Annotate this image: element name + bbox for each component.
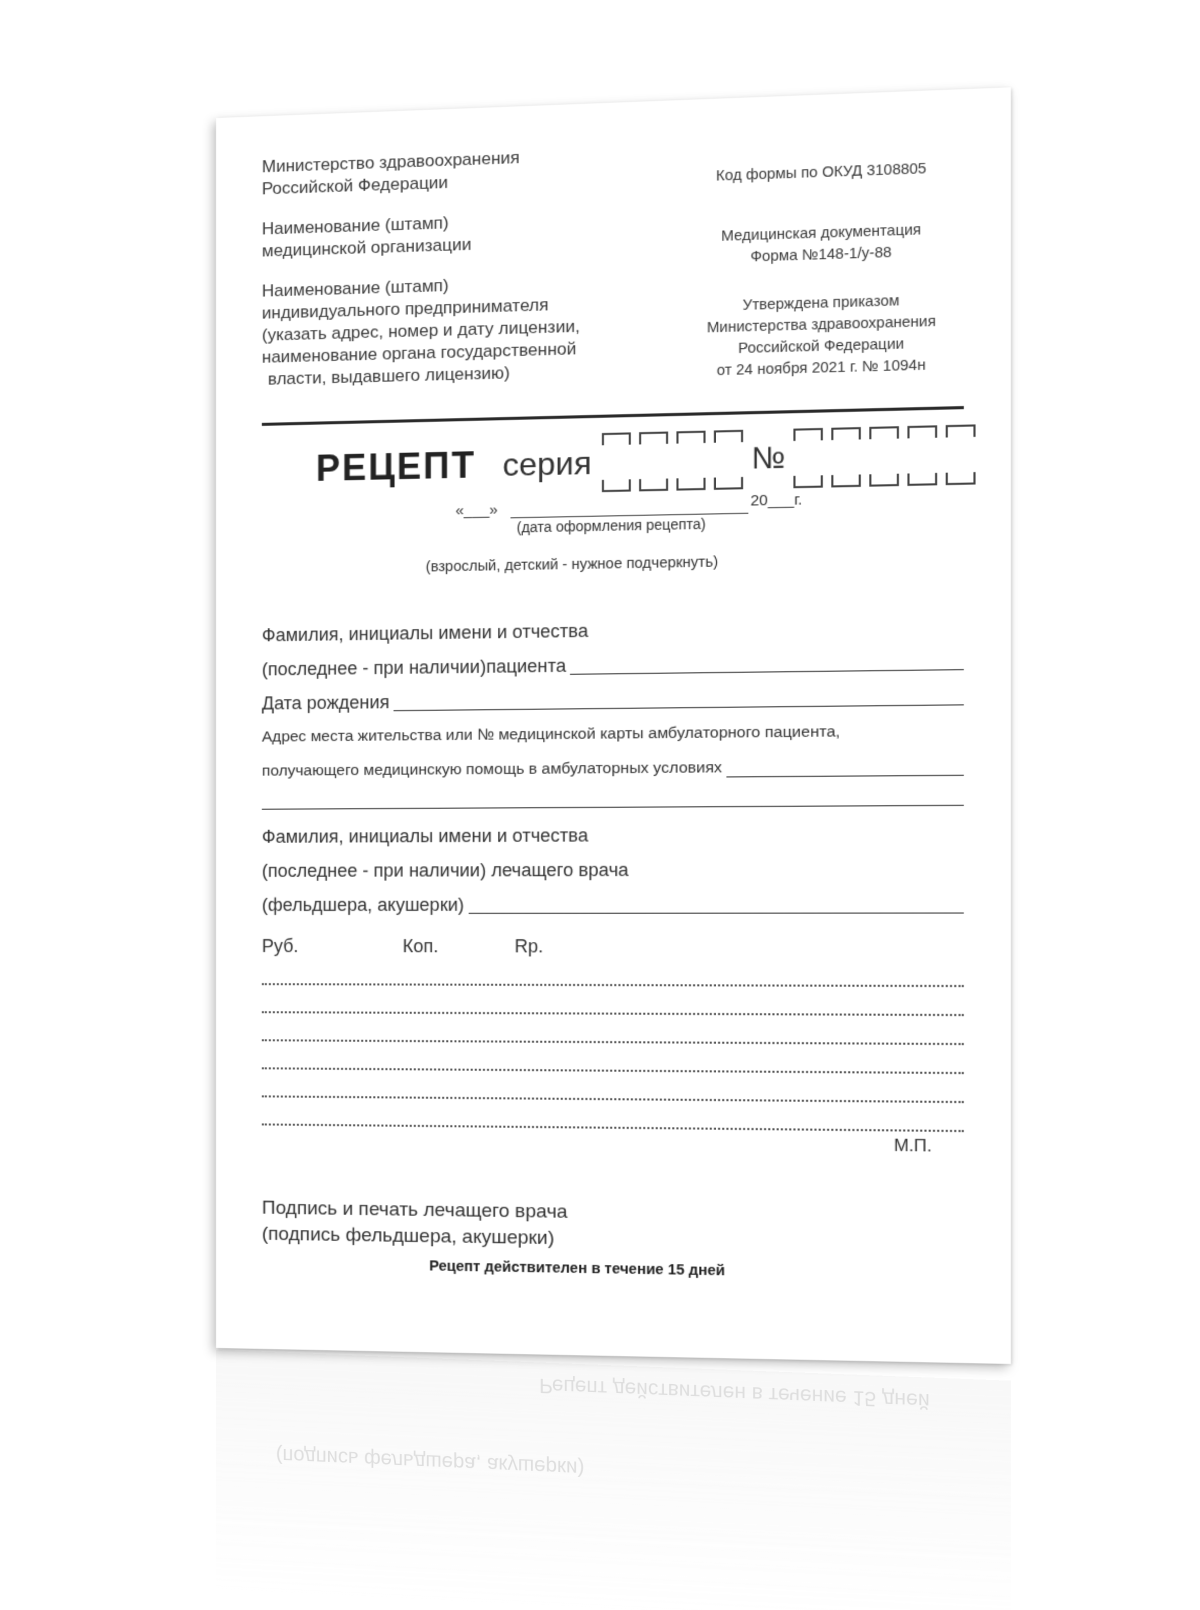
number-boxes [794, 424, 976, 488]
doctor-section [262, 816, 964, 922]
doctor-name-label: Фамилия, инициалы имени и отчества [261, 825, 589, 847]
payment-row [262, 936, 964, 958]
prescription-line [262, 1097, 964, 1132]
ip-stamp-line: индивидуального предпринимателя [261, 295, 549, 323]
address-label: Адрес места жительства или № медицинской карты амбулаторного пациента, [261, 723, 841, 746]
signature-block [262, 1196, 964, 1259]
signature-line: Подпись и печать лечащего врача [261, 1197, 568, 1223]
org-stamp-line: медицинской организации [261, 234, 472, 261]
ministry-line: Российской Федерации [261, 172, 449, 199]
series-boxes [602, 430, 743, 492]
approval-block [680, 289, 964, 383]
doctor-role-field: (фельдшера, акушерки) [262, 887, 964, 922]
med-doc-block [680, 219, 964, 271]
patient-name-label: Фамилия, инициалы имени и отчества [261, 620, 589, 646]
form-title: РЕЦЕПТ [315, 444, 476, 489]
date-day: «___» [455, 501, 498, 520]
org-stamp-block [262, 206, 638, 263]
address-field: получающего медицинскую помощь в амбулаторных условиях [262, 749, 964, 789]
prescription-line [262, 957, 964, 987]
title-row [262, 417, 964, 506]
prescription-line [262, 1013, 964, 1045]
approval-line: Российской Федерации [738, 336, 905, 358]
ip-stamp-line: наименование органа государственной [261, 339, 577, 367]
stamp-place: М.П. [893, 1135, 932, 1156]
ip-stamp-line: Наименование (штамп) [261, 275, 449, 301]
patient-name-field: (последнее - при наличии)пациента [262, 643, 964, 686]
ip-stamp-line: власти, выдавшего лицензию) [267, 363, 510, 389]
rp-label: Rp. [514, 936, 544, 957]
reflection-signature: (подпись фельдшера, акушерки) [275, 1443, 585, 1480]
org-stamp-line: Наименование (штамп) [261, 213, 449, 239]
approval-line: Утверждена приказом [742, 292, 900, 314]
med-doc-line: Медицинская документация [721, 222, 922, 245]
doctor-name-field: (последнее - при наличии) лечащего врача [262, 851, 964, 888]
approval-line: от 24 ноября 2021 г. № 1094н [716, 357, 926, 380]
ministry-block [262, 143, 638, 201]
okud-code: Код формы по ОКУД 3108805 [716, 160, 927, 185]
date-caption: (дата оформления рецепта) [516, 515, 706, 536]
patient-section [262, 608, 964, 810]
prescription-lines [262, 957, 964, 1132]
number-sign: № [751, 441, 786, 476]
approval-line: Министерства здравоохранения [706, 313, 936, 337]
header-left [262, 143, 638, 409]
rub-label: Руб. [261, 936, 299, 957]
prescription-form [216, 87, 1011, 1364]
ip-stamp-block [262, 269, 638, 391]
birth-date-field: Дата рождения [262, 678, 964, 720]
ministry-line: Министерство здравоохранения [261, 147, 520, 177]
sheet-reflection [216, 1350, 1011, 1610]
form-header [262, 131, 964, 409]
ip-stamp-line: (указать адрес, номер и дату лицензии, [261, 316, 580, 345]
signature-line: (подпись фельдшера, акушерки) [261, 1223, 555, 1250]
series-label: серия [502, 443, 592, 483]
header-right [680, 131, 964, 399]
form-number: Форма №148-1/у-88 [750, 244, 892, 266]
validity-note: Рецепт действителен в течение 15 дней [429, 1258, 726, 1280]
kop-label: Коп. [402, 936, 439, 957]
date-year: 20___г. [750, 491, 803, 510]
age-note: (взрослый, детский - нужное подчеркнуть) [425, 554, 719, 576]
prescription-line [262, 985, 964, 1016]
reflection-validity: Рецепт действителен в течение 15 дней [539, 1373, 930, 1412]
